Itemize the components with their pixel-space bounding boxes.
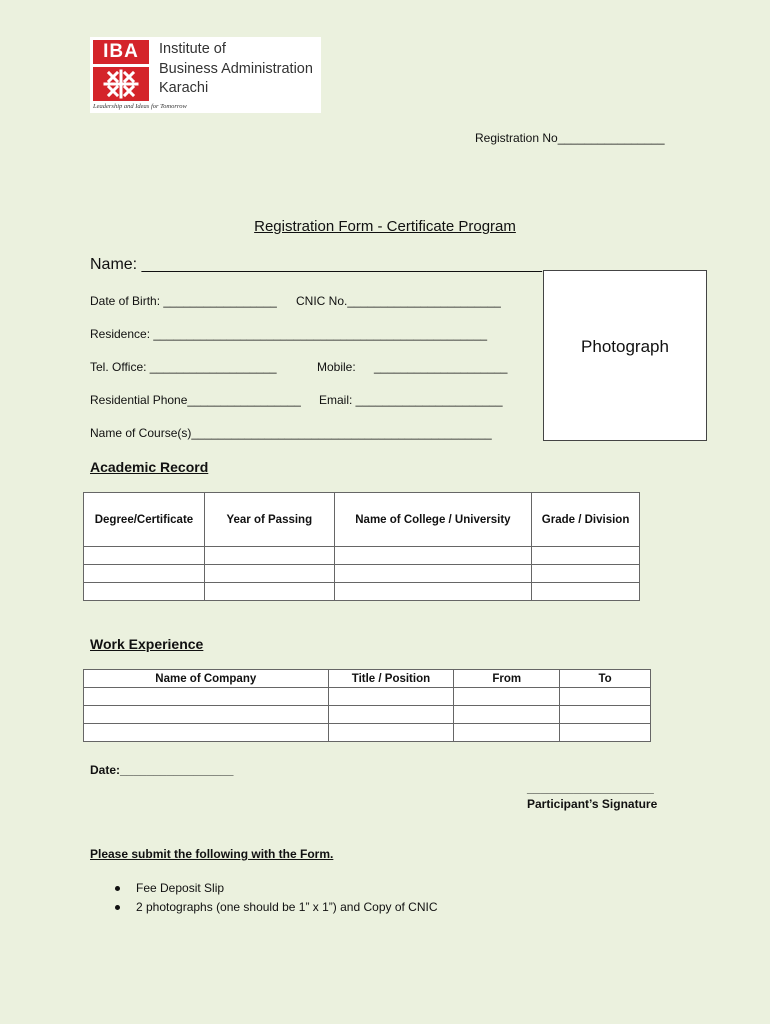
table-cell[interactable] <box>84 706 329 724</box>
table-cell[interactable] <box>204 565 334 583</box>
date-field[interactable]: Date:_________________ <box>90 763 234 777</box>
academic-record-heading: Academic Record <box>90 459 209 475</box>
table-cell[interactable] <box>454 688 560 706</box>
col-title-position: Title / Position <box>328 670 454 688</box>
table-row <box>84 688 651 706</box>
col-degree-certificate: Degree/Certificate <box>84 493 205 547</box>
residential-phone-field[interactable]: Residential Phone_________________ <box>90 393 301 407</box>
submit-heading: Please submit the following with the Form. <box>90 847 334 861</box>
work-experience-heading: Work Experience <box>90 636 204 652</box>
logo-emblem-icon <box>93 67 149 101</box>
table-cell[interactable] <box>334 547 532 565</box>
submit-list <box>112 879 438 917</box>
name-field[interactable]: Name: _____________________________________________ <box>90 256 542 273</box>
logo-abbr: IBA <box>93 40 149 64</box>
table-cell[interactable] <box>560 724 651 742</box>
iba-logo <box>90 37 321 113</box>
table-row <box>84 724 651 742</box>
academic-record-table <box>83 492 640 601</box>
col-from: From <box>454 670 560 688</box>
col-college-university: Name of College / University <box>334 493 532 547</box>
form-title: Registration Form - Certificate Program <box>254 218 516 235</box>
list-item: Fee Deposit Slip <box>112 879 438 898</box>
mobile-field[interactable]: ____________________ <box>374 360 508 374</box>
table-cell[interactable] <box>532 547 640 565</box>
table-cell[interactable] <box>328 706 454 724</box>
table-cell[interactable] <box>532 583 640 601</box>
work-experience-table <box>83 669 651 742</box>
registration-number-field[interactable]: Registration No________________ <box>475 131 665 145</box>
table-cell[interactable] <box>84 583 205 601</box>
table-header-row <box>84 493 640 547</box>
photograph-label: Photograph <box>581 337 669 356</box>
table-cell[interactable] <box>532 565 640 583</box>
col-grade-division: Grade / Division <box>532 493 640 547</box>
table-cell[interactable] <box>204 547 334 565</box>
table-row <box>84 547 640 565</box>
table-cell[interactable] <box>84 547 205 565</box>
table-header-row <box>84 670 651 688</box>
dob-field[interactable]: Date of Birth: _________________ <box>90 294 277 308</box>
table-cell[interactable] <box>454 706 560 724</box>
list-item: 2 photographs (one should be 1” x 1”) and Copy of CNIC <box>112 898 438 917</box>
signature-line[interactable]: ___________________ <box>527 781 654 795</box>
cnic-field[interactable]: CNIC No._______________________ <box>296 294 501 308</box>
table-cell[interactable] <box>328 688 454 706</box>
iba-logo-mark <box>93 40 149 101</box>
table-row <box>84 706 651 724</box>
table-row <box>84 565 640 583</box>
table-row <box>84 583 640 601</box>
table-cell[interactable] <box>334 565 532 583</box>
tel-office-field[interactable]: Tel. Office: ___________________ <box>90 360 277 374</box>
table-cell[interactable] <box>84 688 329 706</box>
table-cell[interactable] <box>560 706 651 724</box>
email-field[interactable]: Email: ______________________ <box>319 393 503 407</box>
table-cell[interactable] <box>328 724 454 742</box>
logo-institute-name: Institute of Business Administration Karachi <box>159 41 313 96</box>
table-cell[interactable] <box>334 583 532 601</box>
course-field[interactable]: Name of Course(s)_____________________________________________ <box>90 426 492 440</box>
col-to: To <box>560 670 651 688</box>
signature-label: Participant’s Signature <box>527 797 658 811</box>
table-cell[interactable] <box>84 565 205 583</box>
logo-tagline: Leadership and Ideas for Tomorrow <box>93 103 187 110</box>
residence-field[interactable]: Residence: __________________________________________________ <box>90 327 488 341</box>
photograph-box[interactable] <box>543 270 707 441</box>
table-cell[interactable] <box>454 724 560 742</box>
col-year-of-passing: Year of Passing <box>204 493 334 547</box>
mobile-label: Mobile: <box>317 360 356 374</box>
col-company-name: Name of Company <box>84 670 329 688</box>
table-cell[interactable] <box>560 688 651 706</box>
table-cell[interactable] <box>204 583 334 601</box>
table-cell[interactable] <box>84 724 329 742</box>
